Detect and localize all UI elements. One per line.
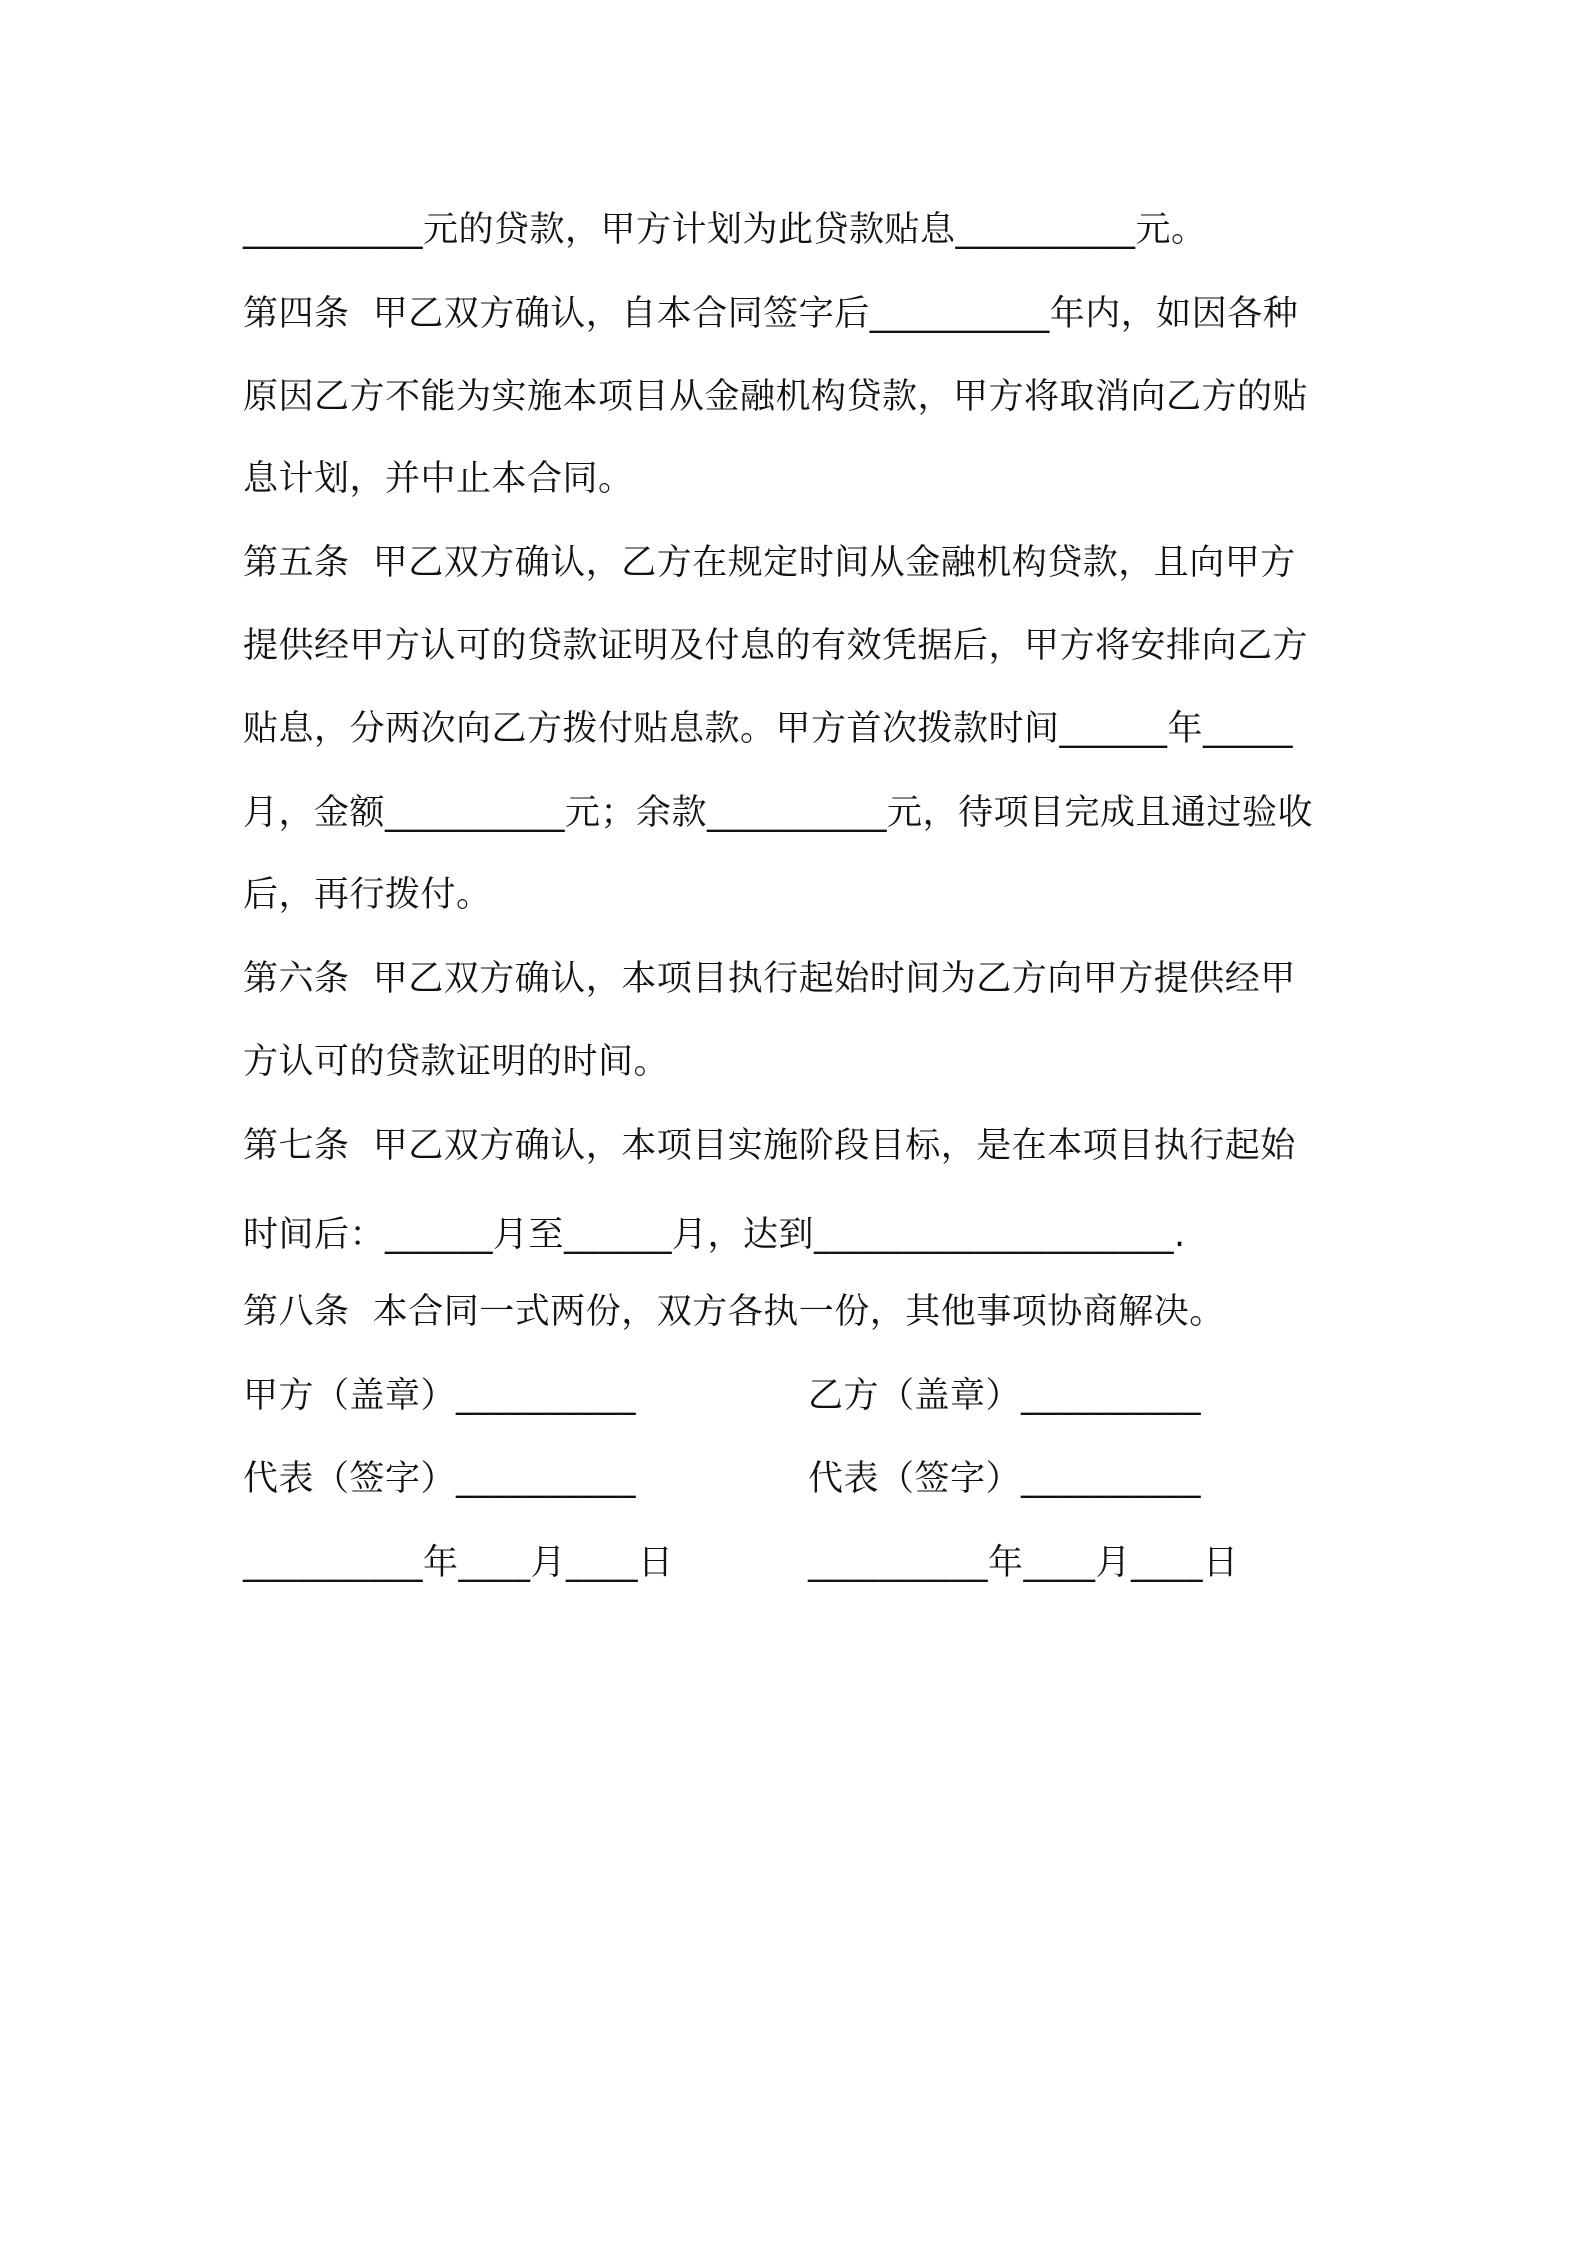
clause-5-line: 第五条 甲乙双方确认，乙方在规定时间从金融机构贷款，且向甲方 [243,543,1296,583]
clause-line: 月，金额__________元；余款__________元，待项目完成且通过验收 [243,793,1314,833]
clause-line: 贴息，分两次向乙方拨付贴息款。甲方首次拨款时间______年_____ [243,709,1294,749]
party-b-date: __________年____月____日 [808,1543,1239,1583]
clause-line: 后，再行拨付。 [243,875,492,915]
clause-7-line: 第七条 甲乙双方确认，本项目实施阶段目标，是在本项目执行起始 [243,1126,1296,1166]
party-b-seal: 乙方（盖章）__________ [808,1376,1202,1416]
clause-line: 时间后：______月至______月，达到____________________. [243,1215,1186,1255]
party-b-representative: 代表（签字）__________ [808,1459,1202,1499]
clause-4-line: 第四条 甲乙双方确认，自本合同签字后__________年内，如因各种 [243,294,1299,334]
clause-line: 提供经甲方认可的贷款证明及付息的有效凭据后，甲方将安排向乙方 [243,626,1309,666]
party-a-seal: 甲方（盖章）__________ [243,1376,637,1416]
clause-8-line: 第八条 本合同一式两份，双方各执一份，其他事项协商解决。 [243,1292,1225,1332]
clause-line: 原因乙方不能为实施本项目从金融机构贷款，甲方将取消向乙方的贴 [243,377,1309,417]
clause-6-line: 第六条 甲乙双方确认，本项目执行起始时间为乙方向甲方提供经甲 [243,959,1296,999]
clause-line: __________元的贷款，甲方计划为此贷款贴息__________元。 [243,210,1207,250]
party-a-date: __________年____月____日 [243,1543,674,1583]
party-a-representative: 代表（签字）__________ [243,1459,637,1499]
clause-line: 方认可的贷款证明的时间。 [243,1042,670,1082]
clause-line: 息计划，并中止本合同。 [243,459,634,499]
